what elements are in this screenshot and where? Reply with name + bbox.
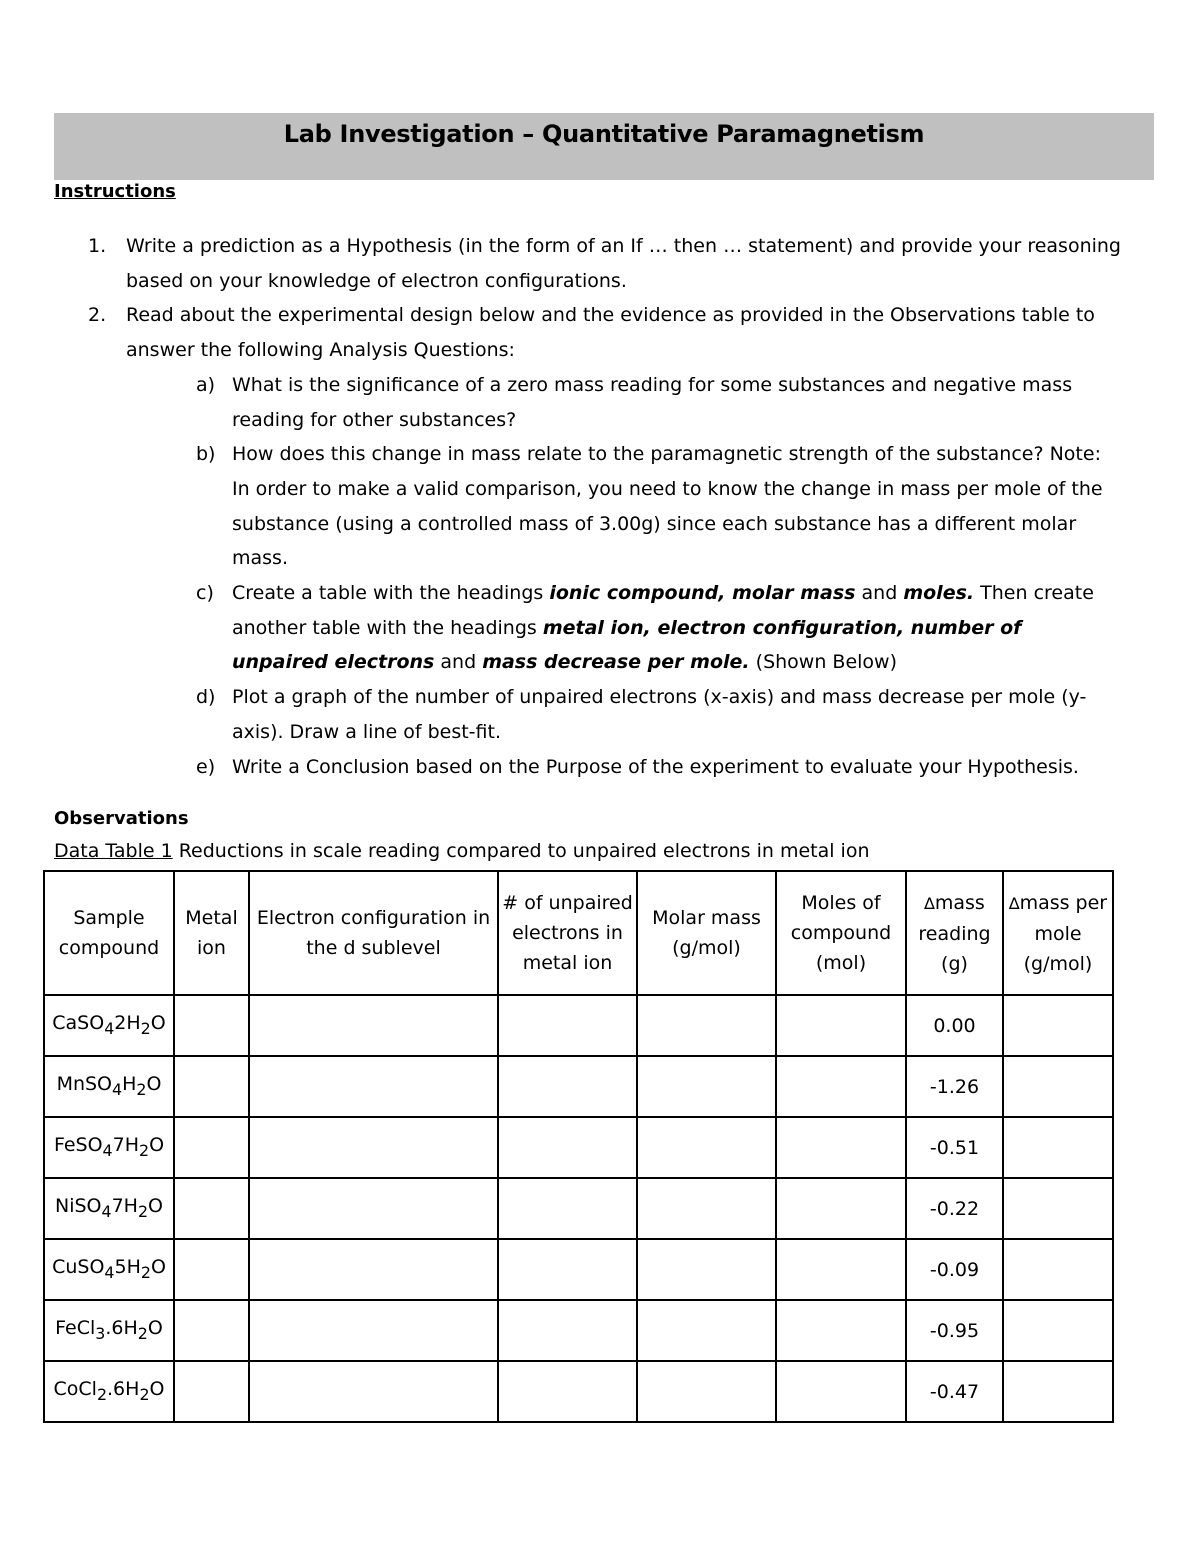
instruction-item-1 bbox=[0, 229, 1146, 298]
table-row bbox=[44, 1056, 1113, 1117]
question-letter: e) bbox=[196, 755, 216, 778]
formula-subscript: 4 bbox=[104, 1018, 115, 1038]
text-run: Then create another table with the headings bbox=[232, 582, 1094, 639]
observations-heading: Observations bbox=[54, 808, 189, 829]
cell-sample-compound bbox=[44, 1178, 174, 1239]
cell-unpaired-electrons[interactable] bbox=[498, 1178, 637, 1239]
formula-part: NiSO bbox=[54, 1194, 102, 1217]
formula-subscript: 2 bbox=[139, 1140, 150, 1160]
formula-part: O bbox=[147, 1316, 163, 1339]
question-letter: a) bbox=[196, 373, 216, 396]
table-header-row bbox=[44, 871, 1113, 995]
cell-electron-configuration[interactable] bbox=[249, 1056, 498, 1117]
cell-molar-mass[interactable] bbox=[637, 1239, 776, 1300]
cell-mass-per-mole[interactable] bbox=[1003, 1178, 1113, 1239]
cell-moles[interactable] bbox=[776, 1239, 906, 1300]
delta-symbol: ∆ bbox=[1008, 893, 1020, 913]
table-row bbox=[44, 995, 1113, 1056]
cell-metal-ion[interactable] bbox=[174, 1178, 249, 1239]
cell-sample-compound bbox=[44, 1056, 174, 1117]
formula-part: O bbox=[149, 1133, 165, 1156]
header-molar-mass: Molar mass (g/mol) bbox=[637, 871, 776, 995]
formula-part: .6H bbox=[105, 1316, 138, 1339]
formula-subscript: 4 bbox=[112, 1079, 123, 1099]
cell-electron-configuration[interactable] bbox=[249, 1239, 498, 1300]
formula-part: CaSO bbox=[52, 1011, 105, 1034]
cell-moles[interactable] bbox=[776, 1178, 906, 1239]
cell-metal-ion[interactable] bbox=[174, 1056, 249, 1117]
cell-mass-reading: -1.26 bbox=[906, 1056, 1003, 1117]
cell-moles[interactable] bbox=[776, 995, 906, 1056]
formula-part: 7H bbox=[111, 1194, 138, 1217]
data-table bbox=[43, 870, 1114, 1423]
cell-molar-mass[interactable] bbox=[637, 1361, 776, 1422]
formula-part: CoCl bbox=[53, 1377, 97, 1400]
cell-metal-ion[interactable] bbox=[174, 1117, 249, 1178]
table-caption-label: Data Table 1 bbox=[54, 840, 173, 862]
table-row bbox=[44, 1117, 1113, 1178]
cell-electron-configuration[interactable] bbox=[249, 1361, 498, 1422]
formula-part: 5H bbox=[114, 1255, 141, 1278]
analysis-question-e bbox=[0, 750, 1122, 785]
formula-subscript: 2 bbox=[137, 1323, 148, 1343]
formula-subscript: 4 bbox=[104, 1262, 115, 1282]
formula-part: FeSO bbox=[53, 1133, 103, 1156]
formula-part: CuSO bbox=[52, 1255, 105, 1278]
header-mass-per-mole-label: mass per mole (g/mol) bbox=[1019, 891, 1108, 975]
instruction-item-2 bbox=[0, 298, 1146, 367]
cell-sample-compound bbox=[44, 1300, 174, 1361]
table-row bbox=[44, 1361, 1113, 1422]
cell-unpaired-electrons[interactable] bbox=[498, 995, 637, 1056]
cell-moles[interactable] bbox=[776, 1056, 906, 1117]
question-text: Write a Conclusion based on the Purpose of the experiment to evaluate your Hypothesis. bbox=[232, 755, 1079, 778]
header-metal-ion: Metal ion bbox=[174, 871, 249, 995]
cell-electron-configuration[interactable] bbox=[249, 1178, 498, 1239]
formula-part: MnSO bbox=[56, 1072, 113, 1095]
analysis-question-d bbox=[0, 680, 1122, 749]
cell-mass-per-mole[interactable] bbox=[1003, 995, 1113, 1056]
table-row bbox=[44, 1300, 1113, 1361]
question-text: Plot a graph of the number of unpaired electrons (x-axis) and mass decrease per mole (y-axis). Draw a line of best-fit. bbox=[232, 686, 1087, 743]
header-mass-reading-label: mass reading (g) bbox=[918, 891, 991, 975]
cell-unpaired-electrons[interactable] bbox=[498, 1117, 637, 1178]
cell-mass-reading: -0.47 bbox=[906, 1361, 1003, 1422]
cell-electron-configuration[interactable] bbox=[249, 1117, 498, 1178]
cell-sample-compound bbox=[44, 1117, 174, 1178]
formula-part: O bbox=[150, 1011, 166, 1034]
instructions-list bbox=[0, 229, 1200, 784]
question-text: What is the significance of a zero mass reading for some substances and negative mass reading for other substances? bbox=[232, 373, 1073, 431]
analysis-question-c bbox=[0, 576, 1122, 680]
cell-mass-per-mole[interactable] bbox=[1003, 1300, 1113, 1361]
formula-subscript: 2 bbox=[137, 1201, 149, 1221]
formula-subscript: 3 bbox=[95, 1323, 106, 1343]
formula-part: H bbox=[122, 1072, 137, 1095]
header-mass-per-mole bbox=[1003, 871, 1113, 995]
cell-molar-mass[interactable] bbox=[637, 1300, 776, 1361]
formula-part: O bbox=[148, 1194, 164, 1217]
cell-metal-ion[interactable] bbox=[174, 1300, 249, 1361]
cell-electron-configuration[interactable] bbox=[249, 1300, 498, 1361]
cell-mass-reading: -0.22 bbox=[906, 1178, 1003, 1239]
cell-mass-reading: -0.95 bbox=[906, 1300, 1003, 1361]
instruction-text: Read about the experimental design below and the evidence as provided in the Observations table to answer the following Analysis Questions: bbox=[126, 304, 1095, 362]
cell-moles[interactable] bbox=[776, 1300, 906, 1361]
formula-subscript: 4 bbox=[102, 1140, 113, 1160]
analysis-question-a bbox=[0, 368, 1122, 437]
cell-unpaired-electrons[interactable] bbox=[498, 1056, 637, 1117]
question-letter: b) bbox=[196, 443, 216, 466]
cell-moles[interactable] bbox=[776, 1117, 906, 1178]
formula-subscript: 2 bbox=[96, 1384, 108, 1404]
cell-metal-ion[interactable] bbox=[174, 1361, 249, 1422]
emphasis-run: moles. bbox=[903, 582, 975, 605]
instruction-number: 1. bbox=[88, 235, 107, 257]
text-run: and bbox=[855, 582, 904, 605]
cell-unpaired-electrons[interactable] bbox=[498, 1361, 637, 1422]
cell-molar-mass[interactable] bbox=[637, 1117, 776, 1178]
cell-unpaired-electrons[interactable] bbox=[498, 1300, 637, 1361]
page-title: Lab Investigation – Quantitative Paramagnetism bbox=[283, 120, 925, 148]
formula-part: 2H bbox=[114, 1011, 141, 1034]
cell-molar-mass[interactable] bbox=[637, 995, 776, 1056]
question-text: How does this change in mass relate to the paramagnetic strength of the substance? Note: In order to make a valid comparison, you need to know the change in mass per mole of the substance (using a controlled mass of 3.00g) since each substance has a different molar mass. bbox=[232, 443, 1103, 570]
table-row bbox=[44, 1178, 1113, 1239]
question-letter: c) bbox=[196, 582, 214, 605]
table-caption bbox=[54, 840, 870, 862]
text-run: (Shown Below) bbox=[749, 651, 898, 674]
cell-metal-ion[interactable] bbox=[174, 1239, 249, 1300]
header-moles: Moles of compound (mol) bbox=[776, 871, 906, 995]
formula-part: .6H bbox=[107, 1377, 140, 1400]
text-run: Create a table with the headings bbox=[232, 582, 550, 605]
cell-moles[interactable] bbox=[776, 1361, 906, 1422]
cell-mass-per-mole[interactable] bbox=[1003, 1361, 1113, 1422]
table-caption-text: Reductions in scale reading compared to unpaired electrons in metal ion bbox=[172, 840, 870, 862]
formula-part: O bbox=[146, 1072, 162, 1095]
cell-mass-reading: -0.51 bbox=[906, 1117, 1003, 1178]
instruction-number: 2. bbox=[88, 304, 107, 327]
formula-part: 7H bbox=[112, 1133, 140, 1156]
formula-subscript: 2 bbox=[136, 1079, 147, 1099]
header-mass-reading bbox=[906, 871, 1003, 995]
cell-sample-compound bbox=[44, 995, 174, 1056]
cell-electron-configuration[interactable] bbox=[249, 995, 498, 1056]
emphasis-run: ionic compound, molar mass bbox=[549, 582, 856, 605]
formula-subscript: 2 bbox=[139, 1384, 150, 1404]
header-electron-configuration: Electron configuration in the d sublevel bbox=[249, 871, 498, 995]
cell-sample-compound bbox=[44, 1239, 174, 1300]
cell-molar-mass[interactable] bbox=[637, 1178, 776, 1239]
formula-subscript: 2 bbox=[140, 1018, 151, 1038]
text-run: and bbox=[434, 651, 483, 674]
question-text bbox=[232, 582, 1094, 673]
cell-mass-per-mole[interactable] bbox=[1003, 1117, 1113, 1178]
formula-subscript: 2 bbox=[140, 1262, 151, 1282]
cell-metal-ion[interactable] bbox=[174, 995, 249, 1056]
instructions-heading: Instructions bbox=[54, 181, 176, 202]
header-unpaired-electrons: # of unpaired electrons in metal ion bbox=[498, 871, 637, 995]
cell-mass-reading: -0.09 bbox=[906, 1239, 1003, 1300]
table-row bbox=[44, 1239, 1113, 1300]
header-sample-compound: Sample compound bbox=[44, 871, 174, 995]
delta-symbol: ∆ bbox=[924, 893, 935, 913]
emphasis-run: metal ion, electron configuration, number of unpaired electrons bbox=[232, 616, 1022, 674]
formula-part: O bbox=[150, 1255, 166, 1278]
cell-mass-reading: 0.00 bbox=[906, 995, 1003, 1056]
cell-molar-mass[interactable] bbox=[637, 1056, 776, 1117]
analysis-question-b bbox=[0, 437, 1122, 576]
formula-part: FeCl bbox=[55, 1316, 96, 1339]
cell-sample-compound bbox=[44, 1361, 174, 1422]
cell-unpaired-electrons[interactable] bbox=[498, 1239, 637, 1300]
instruction-text: Write a prediction as a Hypothesis (in the form of an If … then … statement) and provide your reasoning based on your knowledge of electron configurations. bbox=[126, 235, 1121, 292]
emphasis-run: mass decrease per mole. bbox=[482, 651, 750, 674]
formula-part: O bbox=[149, 1377, 165, 1400]
formula-subscript: 4 bbox=[101, 1201, 112, 1221]
question-letter: d) bbox=[196, 686, 216, 709]
cell-mass-per-mole[interactable] bbox=[1003, 1056, 1113, 1117]
title-bar bbox=[54, 113, 1154, 180]
cell-mass-per-mole[interactable] bbox=[1003, 1239, 1113, 1300]
